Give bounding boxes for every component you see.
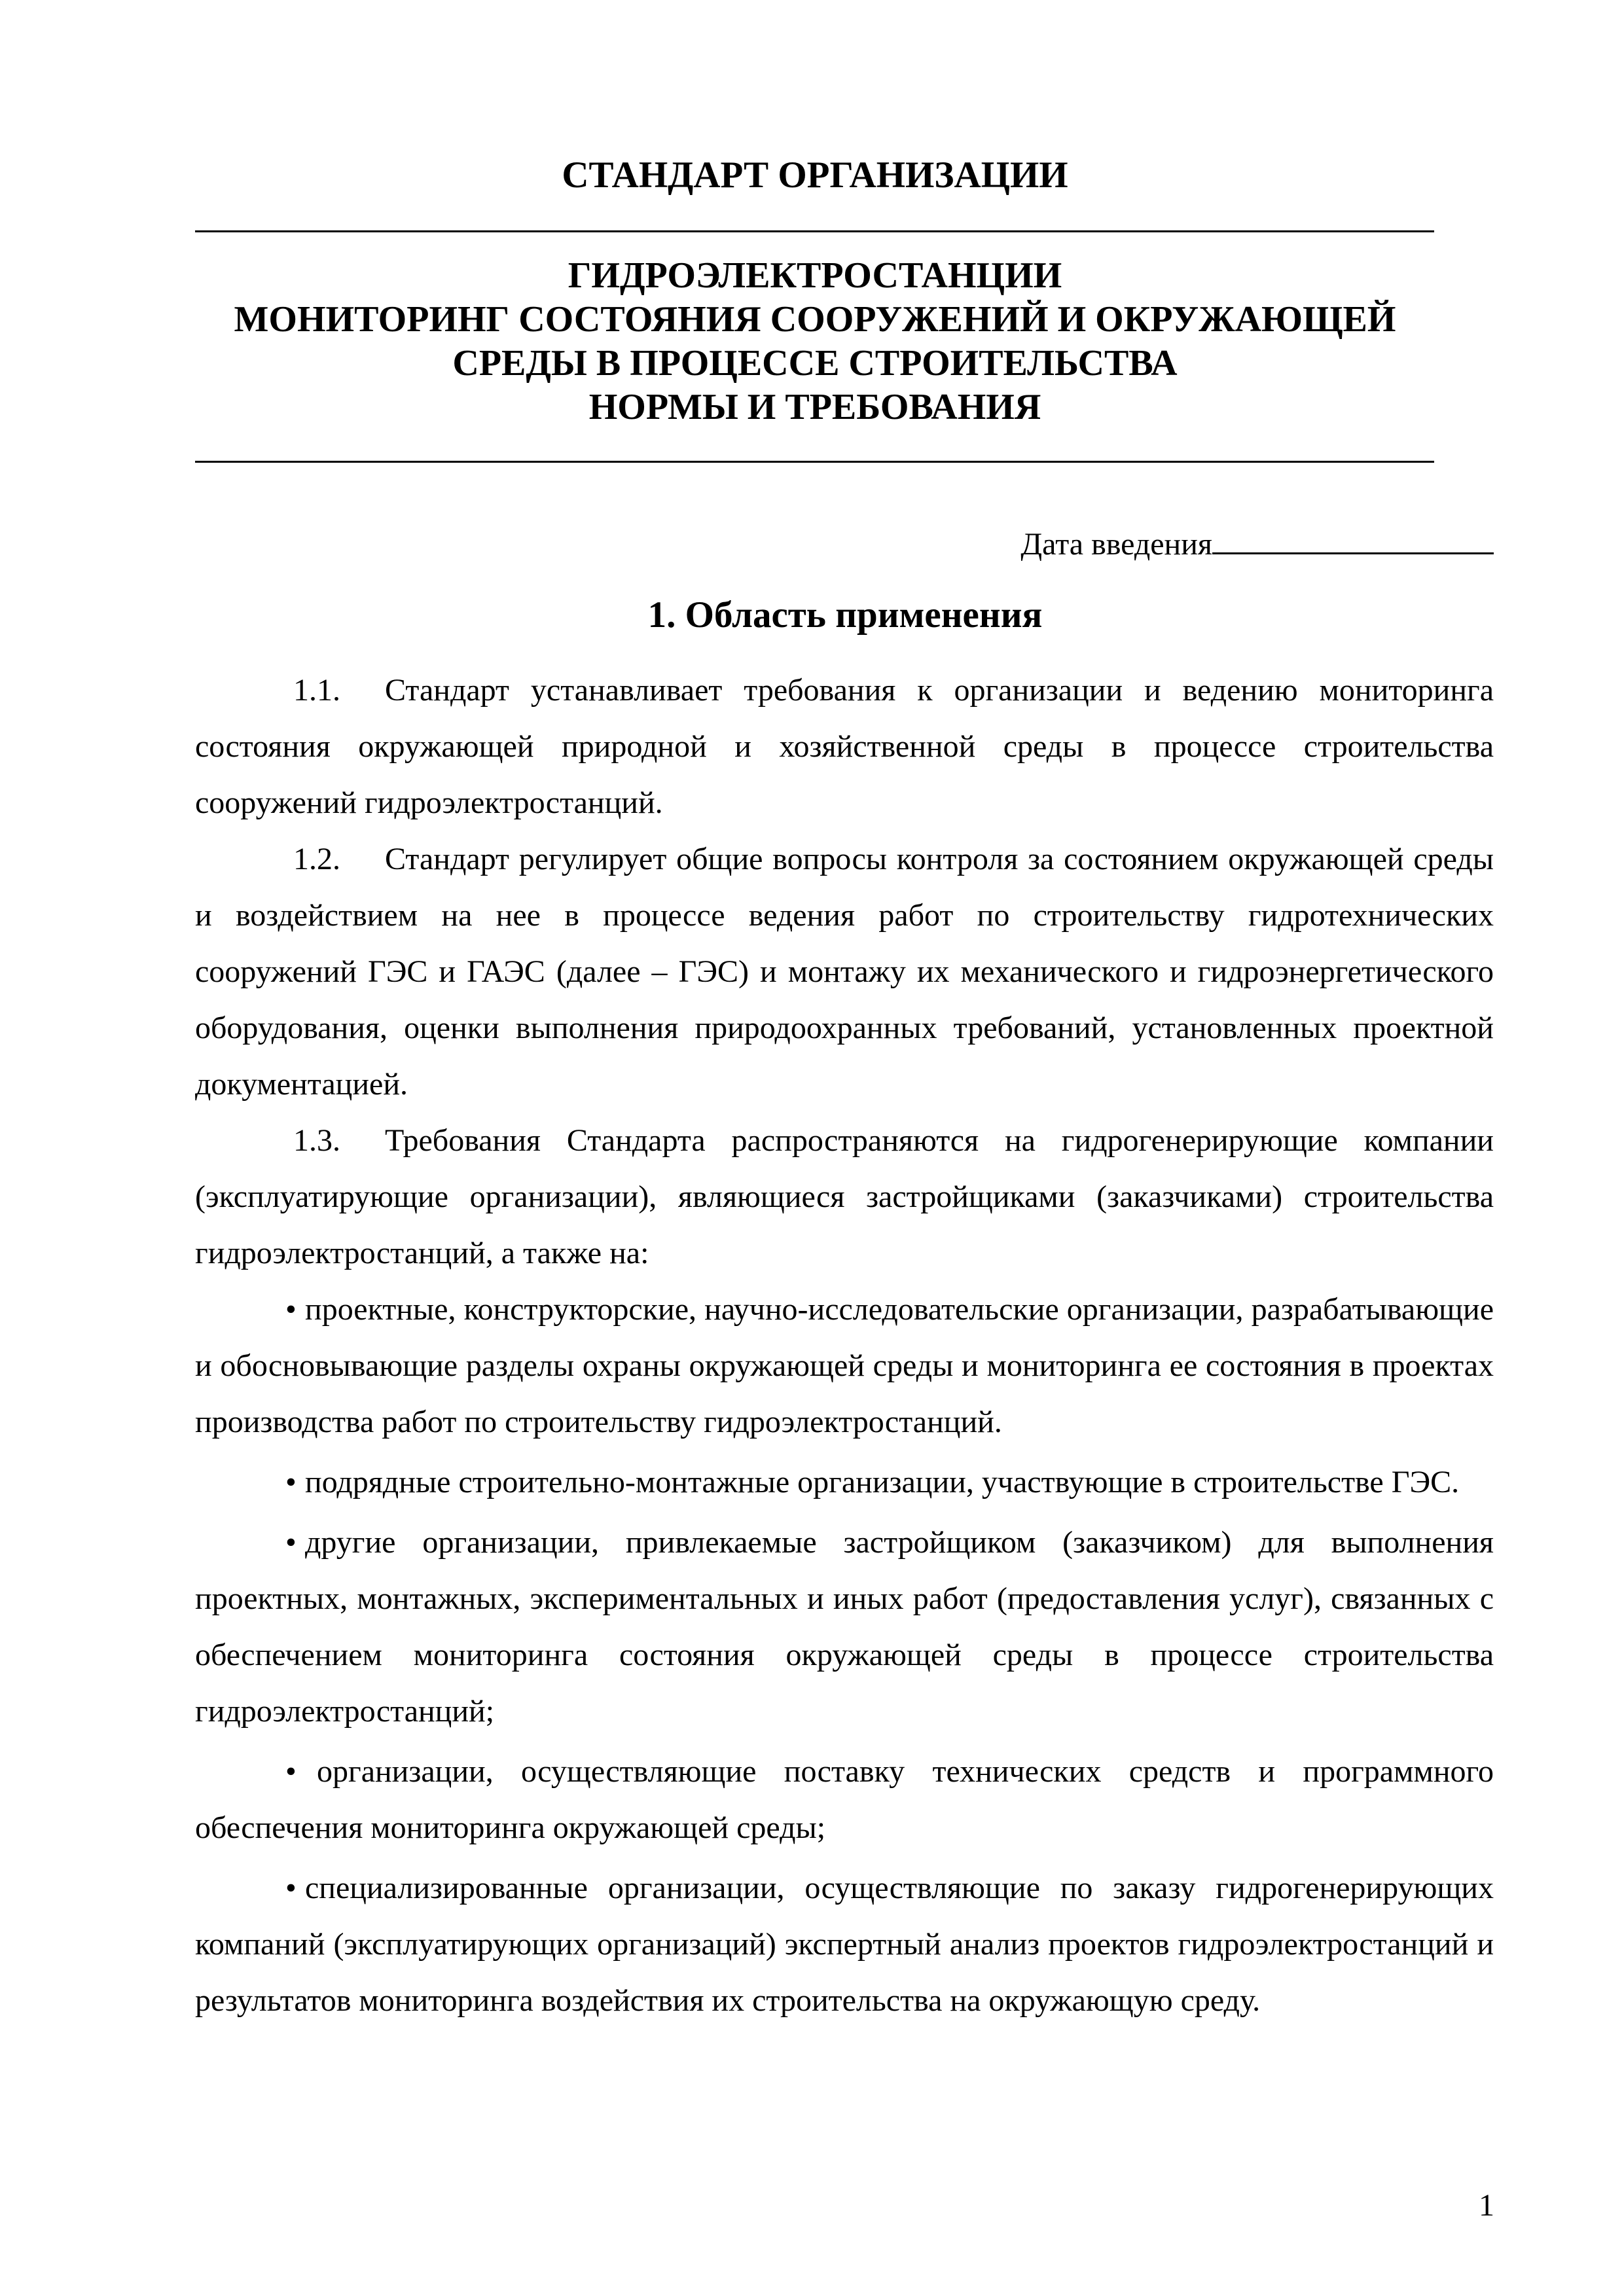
- paragraph-number: 1.3.: [293, 1123, 340, 1158]
- list-item-text: проектные, конструкторские, научно-исследовательские организации, разрабатывающие и обосновывающие разделы охраны окружающей среды и мониторинга ее состояния в проектах производства работ по строительству гидроэлектростанций.: [195, 1292, 1494, 1439]
- paragraph-text: Стандарт устанавливает требования к организации и ведению мониторинга состояния окружающей природной и хозяйственной среды в процессе строительства сооружений гидроэлектростанций.: [195, 673, 1494, 820]
- section-body: [195, 662, 1494, 2033]
- list-item: [195, 1515, 1494, 1740]
- list-item: [195, 1744, 1494, 1856]
- paragraph-text: Требования Стандарта распространяются на гидрогенерирующие компании (эксплуатирующие организации), являющиеся застройщиками (заказчиками) строительства гидроэлектростанций, а также на:: [195, 1123, 1494, 1270]
- list-item-text: подрядные строительно-монтажные организации, участвующие в строительстве ГЭС.: [305, 1465, 1460, 1499]
- page-number: 1: [1479, 2188, 1494, 2223]
- document-title: [196, 254, 1434, 429]
- list-item: [195, 1282, 1494, 1450]
- standard-label: СТАНДАРТ ОРГАНИЗАЦИИ: [562, 154, 1068, 196]
- bullet-icon: •: [285, 1871, 297, 1905]
- paragraph-1-2: [195, 831, 1494, 1113]
- bullet-icon: •: [285, 1525, 297, 1560]
- list-item-text: специализированные организации, осуществляющие по заказу гидрогенерирующих компаний (эксплуатирующих организаций) экспертный анализ проектов гидроэлектростанций и результатов мониторинга воздействия их строительства на окружающую среду.: [195, 1871, 1494, 2018]
- introduction-date: [1020, 518, 1494, 568]
- paragraph-1-1: [195, 662, 1494, 831]
- list-item-text: организации, осуществляющие поставку технических средств и программного обеспечения мониторинга окружающей среды;: [195, 1754, 1494, 1845]
- section-title: 1. Область применения: [647, 594, 1043, 636]
- title-line: ГИДРОЭЛЕКТРОСТАНЦИИ: [568, 255, 1062, 296]
- title-line: МОНИТОРИНГ СОСТОЯНИЯ СООРУЖЕНИЙ И ОКРУЖАЮЩЕЙ: [234, 299, 1396, 340]
- bullet-icon: •: [285, 1465, 297, 1499]
- paragraph-1-3: [195, 1113, 1494, 1282]
- bottom-divider: [195, 461, 1434, 463]
- date-blank-field: [1212, 518, 1494, 554]
- bullet-icon: •: [285, 1754, 297, 1789]
- bullet-icon: •: [285, 1292, 297, 1327]
- paragraph-number: 1.1.: [293, 673, 340, 708]
- title-line: СРЕДЫ В ПРОЦЕССЕ СТРОИТЕЛЬСТВА: [452, 343, 1178, 384]
- list-item: [195, 1860, 1494, 2029]
- paragraph-number: 1.2.: [293, 842, 340, 876]
- date-label: Дата введения: [1020, 527, 1212, 562]
- list-item-text: другие организации, привлекаемые застройщиком (заказчиком) для выполнения проектных, монтажных, экспериментальных и иных работ (предоставления услуг), связанных с обеспечением мониторинга состояния окружающей среды в процессе строительства гидроэлектростанций;: [195, 1525, 1494, 1729]
- title-line: НОРМЫ И ТРЕБОВАНИЯ: [588, 387, 1041, 427]
- list-item: [195, 1454, 1494, 1511]
- top-divider: [195, 230, 1434, 232]
- paragraph-text: Стандарт регулирует общие вопросы контроля за состоянием окружающей среды и воздействием на нее в процессе ведения работ по строительству гидротехнических сооружений ГЭС и ГАЭС (далее – ГЭС) и монтажу их механического и гидроэнергетического оборудования, оценки выполнения природоохранных требований, установленных проектной документацией.: [195, 842, 1494, 1102]
